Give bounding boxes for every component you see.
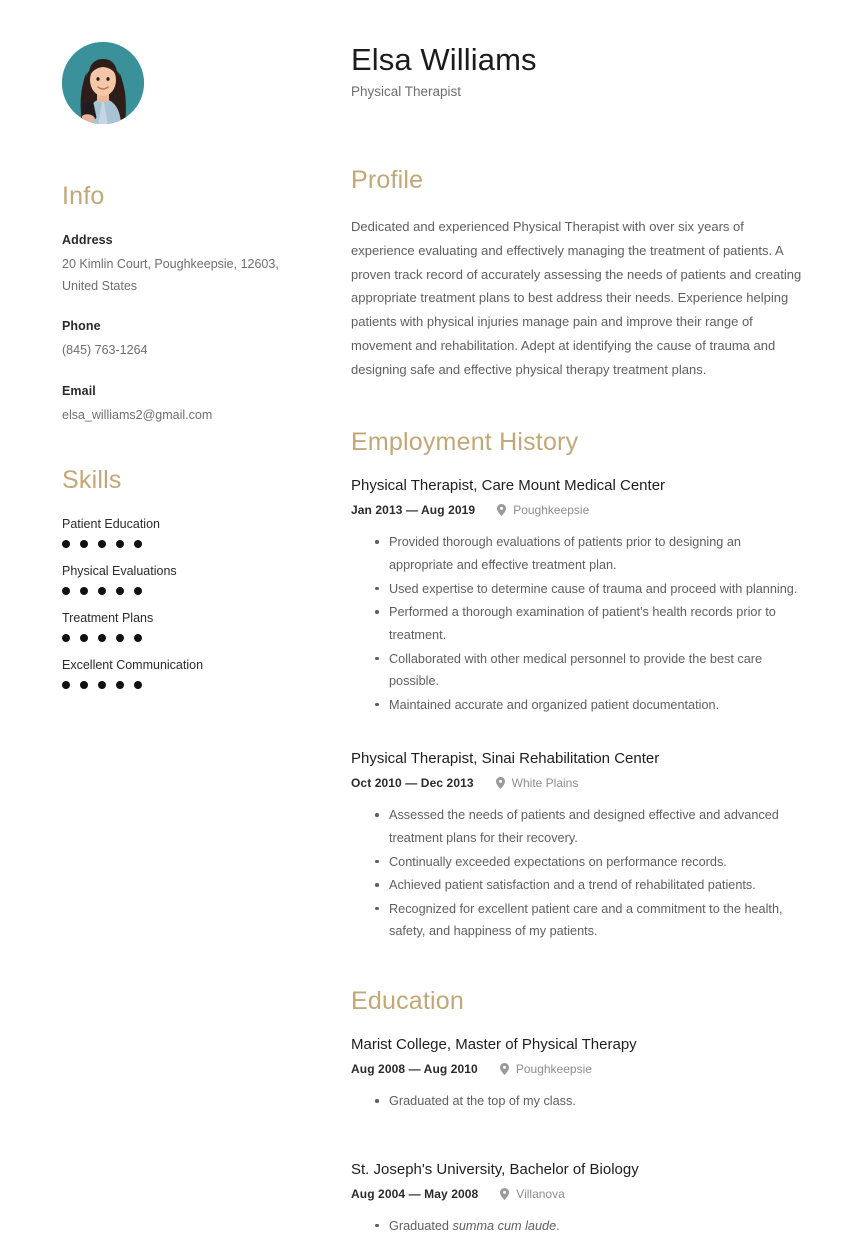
skill-rating [62, 540, 288, 548]
map-pin-icon [500, 1188, 509, 1200]
skill-dot [134, 681, 142, 689]
avatar [62, 42, 144, 124]
skill-name: Excellent Communication [62, 658, 204, 672]
entry-location [500, 1187, 564, 1201]
bullet-item: Collaborated with other medical personnel to provide the best care possible. [389, 648, 807, 693]
bullet-item: Provided thorough evaluations of patients prior to designing an appropriate and effective treatment plan. [389, 531, 807, 576]
bullet-item: Graduated at the top of my class. [389, 1090, 807, 1113]
info-value: 20 Kimlin Court, Poughkeepsie, 12603, United States [62, 257, 279, 293]
skill-dot [80, 540, 88, 548]
entry [351, 750, 807, 943]
entry-location-label: White Plains [511, 776, 579, 791]
entry-date: Oct 2010 — Dec 2013 [351, 776, 474, 791]
profile-heading: Profile [351, 166, 424, 194]
bullet-item: Graduated summa cum laude. [389, 1215, 807, 1237]
skills-list [62, 517, 288, 689]
skill-dot [80, 634, 88, 642]
info-value: elsa_williams2@gmail.com [62, 407, 213, 422]
skill-dot [98, 587, 106, 595]
employment-list [351, 477, 807, 943]
page-title: Elsa Williams [351, 42, 537, 77]
skill-dot [98, 540, 106, 548]
entry-location [496, 776, 579, 790]
main-content [288, 30, 807, 1233]
entry-location [497, 503, 589, 517]
entry-location-label: Villanova [516, 1186, 565, 1201]
map-pin-icon [496, 777, 505, 789]
entry-location-label: Poughkeepsie [515, 1062, 592, 1076]
entry-title: Marist College, Master of Physical Therapy [351, 1036, 637, 1053]
skill-item [62, 517, 288, 548]
skill-dot [134, 587, 142, 595]
entry-title: Physical Therapist, Sinai Rehabilitation Center [351, 750, 660, 768]
employment-heading: Employment History [351, 428, 579, 457]
education-list [351, 1036, 807, 1237]
bullet-list [351, 804, 807, 943]
job-subtitle: Physical Therapist [351, 84, 462, 99]
map-pin-icon [500, 1063, 509, 1075]
info-block-email [62, 384, 288, 427]
profile-text: Dedicated and experienced Physical Therapist with over six years of experience evaluating and effectively managing the treatment of patients. A proven track record of accurately assessing the needs of patients and creating appropriate treatment plans to best address their needs. Experience helping patients with physical injuries manage pain and improve their range of movement and rehabilitation. Adept at identifying the cause of trauma and designing safe and effective physical therapy treatment plans. [351, 219, 802, 377]
entry-title: Physical Therapist, Care Mount Medical Center [351, 477, 666, 495]
bullet-item: Assessed the needs of patients and designed effective and advanced treatment plans for their recovery. [389, 804, 807, 849]
skill-name: Physical Evaluations [62, 564, 177, 578]
skill-dot [116, 634, 124, 642]
skill-dot [62, 681, 70, 689]
skill-item [62, 611, 288, 642]
entry-meta [351, 1062, 807, 1076]
skill-dot [98, 681, 106, 689]
map-pin-icon [497, 504, 506, 516]
info-label: Phone [62, 319, 101, 333]
entry-title: St. Joseph's University, Bachelor of Biology [351, 1160, 639, 1178]
skills-section [62, 466, 288, 689]
info-heading: Info [62, 182, 105, 210]
entry [351, 1161, 807, 1237]
bullet-item: Performed a thorough examination of patient's health records prior to treatment. [389, 601, 807, 646]
info-block-phone [62, 319, 288, 362]
entry-date: Aug 2004 — May 2008 [351, 1186, 479, 1201]
bullet-item: Continually exceeded expectations on performance records. [389, 851, 807, 874]
bullet-list [351, 1215, 807, 1237]
sidebar [62, 30, 288, 1204]
info-label: Email [62, 383, 96, 398]
skills-heading: Skills [62, 466, 122, 494]
skill-dot [80, 681, 88, 689]
entry-meta [351, 776, 807, 790]
skill-dot [134, 634, 142, 642]
info-block-address [62, 233, 288, 297]
entry-date: Aug 2008 — Aug 2010 [351, 1062, 478, 1076]
resume-header [351, 42, 807, 99]
skill-dot [62, 540, 70, 548]
skill-rating [62, 634, 288, 642]
entry [351, 477, 807, 716]
bullet-item: Achieved patient satisfaction and a trend of rehabilitated patients. [389, 874, 807, 897]
skill-dot [134, 540, 142, 548]
skill-dot [98, 634, 106, 642]
entry-meta [351, 503, 807, 517]
skill-dot [116, 681, 124, 689]
education-section [351, 987, 807, 1237]
profile-section [351, 166, 807, 381]
skill-dot [80, 587, 88, 595]
bullet-list [351, 531, 807, 716]
skill-name: Patient Education [62, 517, 160, 531]
skill-dot [116, 540, 124, 548]
skill-dot [116, 587, 124, 595]
info-label: Address [62, 233, 113, 247]
bullet-list [351, 1090, 807, 1113]
skill-item [62, 658, 288, 689]
entry-location-label: Poughkeepsie [513, 503, 590, 518]
entry-date: Jan 2013 — Aug 2019 [351, 503, 476, 518]
info-value: (845) 763-1264 [62, 343, 148, 357]
bullet-item: Recognized for excellent patient care and a commitment to the health, safety, and happiness of my patients. [389, 898, 807, 943]
skill-rating [62, 681, 288, 689]
entry [351, 1036, 807, 1113]
skill-name: Treatment Plans [62, 611, 154, 625]
info-section [62, 182, 288, 426]
entry-location [500, 1062, 592, 1076]
bullet-item: Maintained accurate and organized patient documentation. [389, 694, 807, 717]
skill-item [62, 564, 288, 595]
education-heading: Education [351, 987, 464, 1015]
bullet-item: Used expertise to determine cause of trauma and proceed with planning. [389, 578, 807, 601]
portrait-photo-icon [62, 42, 144, 124]
entry-meta [351, 1187, 807, 1201]
employment-section [351, 428, 807, 943]
skill-dot [62, 587, 70, 595]
skill-rating [62, 587, 288, 595]
skill-dot [62, 634, 70, 642]
